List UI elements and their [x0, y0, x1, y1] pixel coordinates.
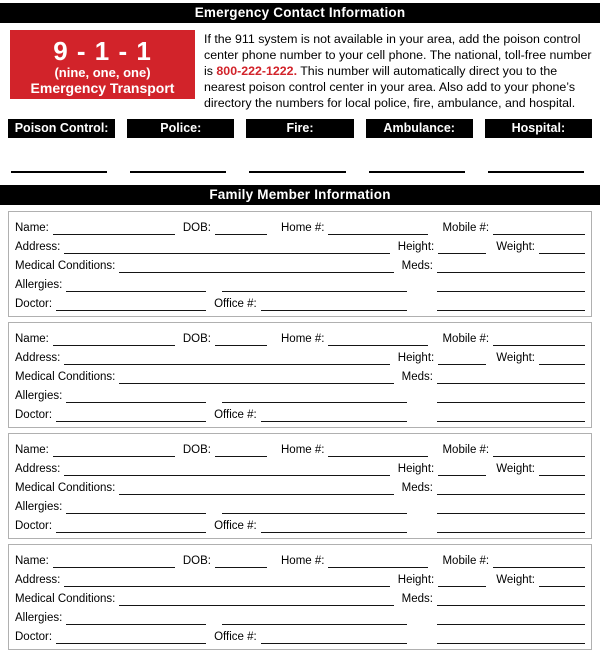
office-phone-label: Office #: — [214, 631, 257, 643]
contact-label-fire: Fire: — [246, 119, 353, 138]
member-row-medical — [15, 365, 585, 384]
height-label: Height: — [397, 241, 435, 253]
blank-line — [369, 146, 465, 173]
allergies-continued-blank — [222, 390, 407, 403]
medical-conditions-blank — [119, 482, 393, 495]
meds-blank — [437, 371, 585, 384]
home-phone-label: Home #: — [281, 444, 325, 456]
meds-blank — [437, 260, 585, 273]
height-label: Height: — [397, 574, 435, 586]
weight-blank — [539, 352, 585, 365]
mobile-phone-label: Mobile #: — [442, 333, 490, 345]
member-row-allergies — [15, 495, 585, 514]
blank-line — [249, 146, 345, 173]
member-row-doctor — [15, 292, 585, 311]
dob-label: DOB: — [182, 555, 211, 567]
member-row-name — [15, 438, 585, 457]
contact-blank-ambulance — [366, 146, 473, 171]
home-phone-blank — [328, 222, 428, 235]
dob-blank — [215, 555, 267, 568]
contact-labels-row — [8, 119, 592, 138]
meds-continued-blank-2 — [437, 520, 585, 533]
meds-label: Meds: — [401, 593, 433, 605]
member-row-doctor — [15, 403, 585, 422]
nine-one-one-badge — [10, 30, 195, 113]
meds-continued-blank — [437, 390, 585, 403]
height-blank — [438, 352, 486, 365]
medical-conditions-blank — [119, 260, 393, 273]
meds-label: Meds: — [401, 260, 433, 272]
medical-conditions-blank — [119, 593, 393, 606]
name-label: Name: — [15, 222, 49, 234]
weight-label: Weight: — [496, 352, 535, 364]
office-phone-blank — [261, 520, 407, 533]
dob-label: DOB: — [182, 444, 211, 456]
allergies-label: Allergies: — [15, 279, 63, 291]
dob-label: DOB: — [182, 222, 211, 234]
home-phone-label: Home #: — [281, 333, 325, 345]
address-blank — [64, 241, 389, 254]
intro-section — [10, 30, 595, 111]
contact-blank-fire — [246, 146, 353, 171]
address-blank — [64, 352, 389, 365]
medical-conditions-label: Medical Conditions: — [15, 482, 116, 494]
blank-line — [488, 146, 584, 173]
contact-label-poison-control: Poison Control: — [8, 119, 115, 138]
poison-control-note — [204, 30, 595, 111]
name-blank — [53, 555, 175, 568]
family-member-block — [8, 322, 592, 428]
doctor-blank — [56, 631, 206, 644]
member-row-name — [15, 549, 585, 568]
section-header-family — [0, 185, 600, 205]
home-phone-label: Home #: — [281, 555, 325, 567]
medical-conditions-label: Medical Conditions: — [15, 371, 116, 383]
office-phone-label: Office #: — [214, 409, 257, 421]
height-blank — [438, 463, 486, 476]
meds-continued-blank — [437, 501, 585, 514]
name-blank — [53, 333, 175, 346]
contact-blanks-row — [8, 146, 592, 171]
address-label: Address: — [15, 574, 61, 586]
contact-blank-hospital — [485, 146, 592, 171]
member-row-medical — [15, 476, 585, 495]
member-row-allergies — [15, 273, 585, 292]
office-phone-blank — [261, 631, 407, 644]
doctor-blank — [56, 409, 206, 422]
dob-label: DOB: — [182, 333, 211, 345]
allergies-label: Allergies: — [15, 612, 63, 624]
note-text-before: If the 911 system is not available in your area, add the poison control center phone number to your cell phone. The national, toll-free number is — [204, 32, 592, 78]
office-phone-label: Office #: — [214, 298, 257, 310]
dob-blank — [215, 333, 267, 346]
name-label: Name: — [15, 555, 49, 567]
contact-label-hospital: Hospital: — [485, 119, 592, 138]
doctor-blank — [56, 298, 206, 311]
mobile-phone-label: Mobile #: — [442, 222, 490, 234]
member-row-address — [15, 346, 585, 365]
allergies-blank — [66, 279, 206, 292]
member-row-name — [15, 216, 585, 235]
height-blank — [438, 241, 486, 254]
medical-conditions-label: Medical Conditions: — [15, 593, 116, 605]
meds-continued-blank-2 — [437, 631, 585, 644]
office-phone-label: Office #: — [214, 520, 257, 532]
doctor-label: Doctor: — [15, 631, 53, 643]
mobile-phone-blank — [493, 555, 585, 568]
blank-line — [11, 146, 107, 173]
mobile-phone-label: Mobile #: — [442, 444, 490, 456]
dob-blank — [215, 222, 267, 235]
member-row-address — [15, 568, 585, 587]
name-blank — [53, 444, 175, 457]
home-phone-blank — [328, 444, 428, 457]
allergies-blank — [66, 501, 206, 514]
member-row-doctor — [15, 625, 585, 644]
doctor-label: Doctor: — [15, 520, 53, 532]
medical-conditions-label: Medical Conditions: — [15, 260, 116, 272]
meds-continued-blank — [437, 612, 585, 625]
family-member-block — [8, 544, 592, 650]
section-header-emergency — [0, 3, 600, 23]
mobile-phone-label: Mobile #: — [442, 555, 490, 567]
name-label: Name: — [15, 444, 49, 456]
dob-blank — [215, 444, 267, 457]
family-member-block — [8, 433, 592, 539]
allergies-label: Allergies: — [15, 390, 63, 402]
height-label: Height: — [397, 463, 435, 475]
meds-label: Meds: — [401, 371, 433, 383]
address-blank — [64, 574, 389, 587]
mobile-phone-blank — [493, 222, 585, 235]
badge-words: (nine, one, one) — [54, 65, 151, 80]
allergies-continued-blank — [222, 612, 407, 625]
note-text-after: This number will automatically direct you to the nearest poison control center in your area. Also add to your phone’s directory the numbers for local police, fire, ambulance, and hospital. — [204, 64, 576, 110]
badge-number: 9 - 1 - 1 — [53, 36, 152, 66]
meds-continued-blank-2 — [437, 298, 585, 311]
poison-control-phone-number: 800-222-1222. — [216, 64, 298, 78]
meds-continued-blank — [437, 279, 585, 292]
weight-blank — [539, 574, 585, 587]
family-member-block — [8, 211, 592, 317]
weight-blank — [539, 463, 585, 476]
meds-blank — [437, 593, 585, 606]
meds-continued-blank-2 — [437, 409, 585, 422]
height-blank — [438, 574, 486, 587]
contact-label-police: Police: — [127, 119, 234, 138]
member-row-address — [15, 235, 585, 254]
address-label: Address: — [15, 241, 61, 253]
home-phone-label: Home #: — [281, 222, 325, 234]
home-phone-blank — [328, 555, 428, 568]
office-phone-blank — [261, 298, 407, 311]
contact-label-ambulance: Ambulance: — [366, 119, 473, 138]
weight-label: Weight: — [496, 574, 535, 586]
weight-label: Weight: — [496, 463, 535, 475]
name-label: Name: — [15, 333, 49, 345]
member-row-medical — [15, 587, 585, 606]
contact-blank-poison-control — [8, 146, 115, 171]
height-label: Height: — [397, 352, 435, 364]
doctor-label: Doctor: — [15, 409, 53, 421]
address-label: Address: — [15, 463, 61, 475]
allergies-continued-blank — [222, 279, 407, 292]
doctor-blank — [56, 520, 206, 533]
member-row-doctor — [15, 514, 585, 533]
weight-label: Weight: — [496, 241, 535, 253]
allergies-blank — [66, 612, 206, 625]
emergency-contact-form — [0, 3, 600, 643]
address-blank — [64, 463, 389, 476]
member-row-address — [15, 457, 585, 476]
meds-blank — [437, 482, 585, 495]
blank-line — [130, 146, 226, 173]
medical-conditions-blank — [119, 371, 393, 384]
mobile-phone-blank — [493, 444, 585, 457]
office-phone-blank — [261, 409, 407, 422]
allergies-continued-blank — [222, 501, 407, 514]
family-section-title: Family Member Information — [209, 187, 391, 202]
home-phone-blank — [328, 333, 428, 346]
allergies-blank — [66, 390, 206, 403]
weight-blank — [539, 241, 585, 254]
badge-caption: Emergency Transport System — [30, 80, 175, 113]
meds-label: Meds: — [401, 482, 433, 494]
allergies-label: Allergies: — [15, 501, 63, 513]
doctor-label: Doctor: — [15, 298, 53, 310]
mobile-phone-blank — [493, 333, 585, 346]
name-blank — [53, 222, 175, 235]
emergency-section-title: Emergency Contact Information — [194, 5, 406, 20]
member-row-allergies — [15, 384, 585, 403]
member-row-medical — [15, 254, 585, 273]
family-members-list — [0, 211, 600, 650]
member-row-name — [15, 327, 585, 346]
address-label: Address: — [15, 352, 61, 364]
member-row-allergies — [15, 606, 585, 625]
contact-blank-police — [127, 146, 234, 171]
